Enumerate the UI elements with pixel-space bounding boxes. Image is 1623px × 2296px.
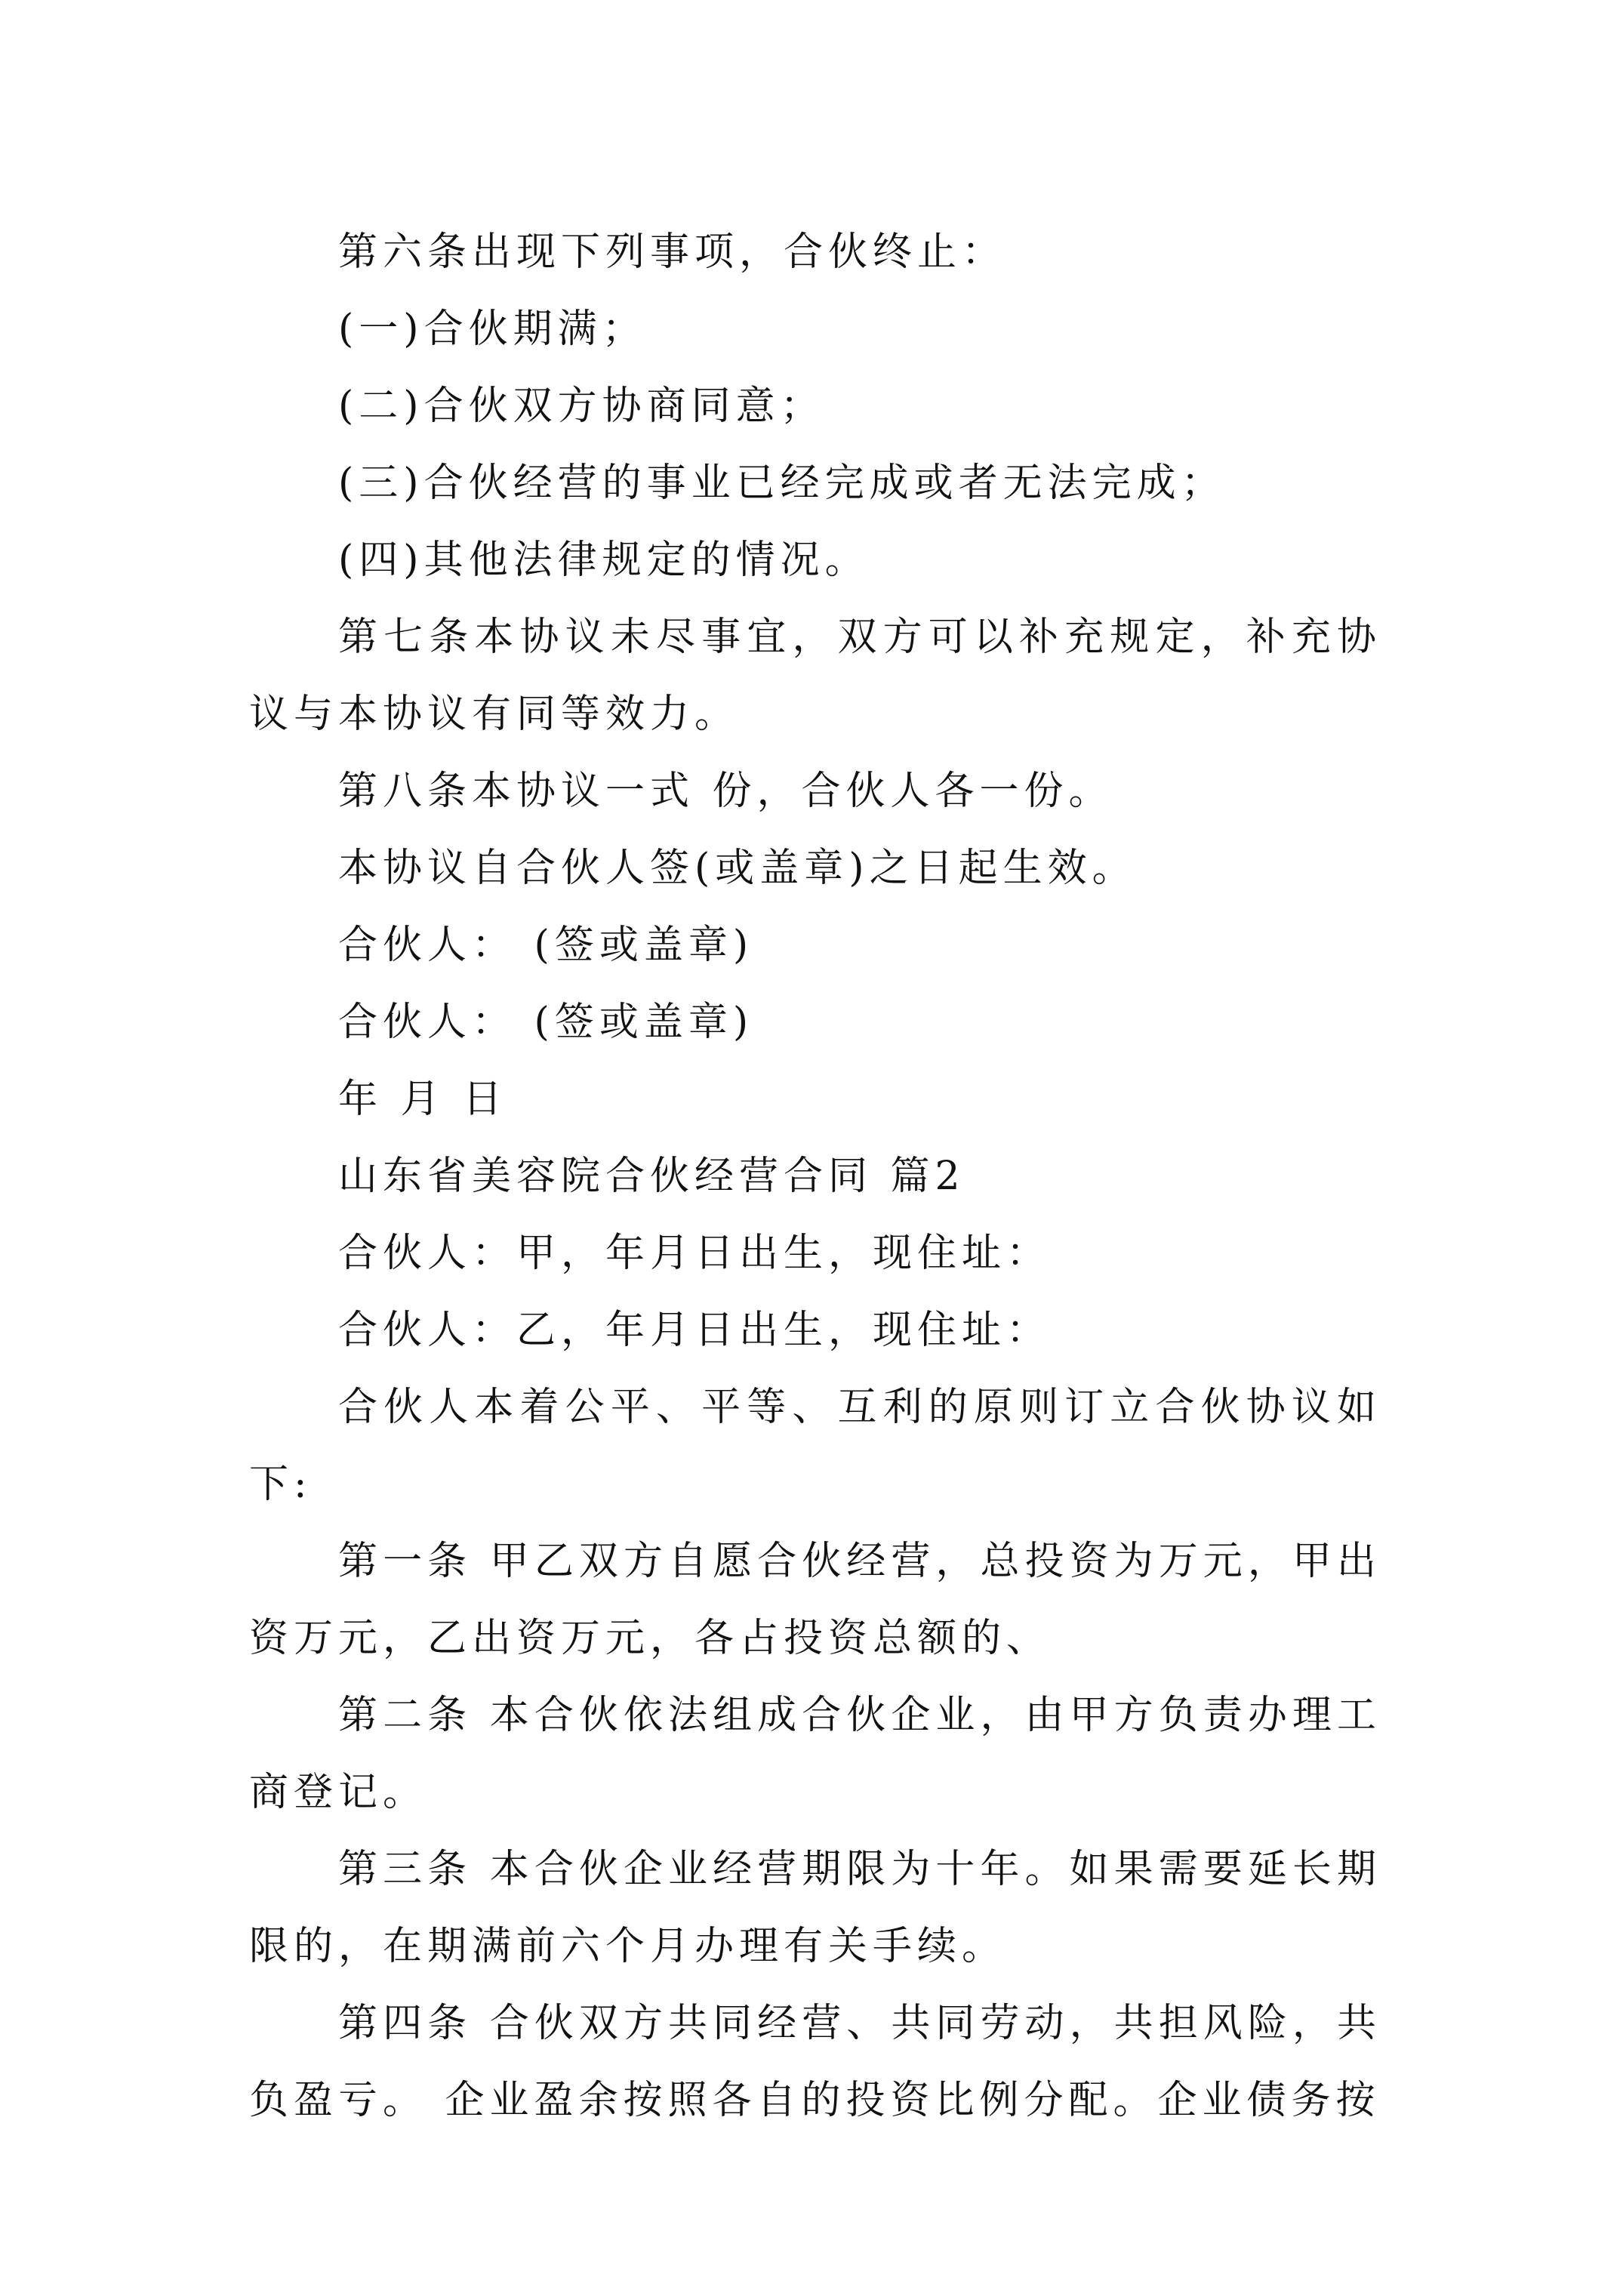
document-body [249,214,1381,2139]
signature-date: 年 月 日 [338,1077,508,1122]
article-2: 第二条 本合伙依法组成合伙企业，由甲方负责办理工商登记。 [249,1693,1381,1815]
clause-6-item-2: (二)合伙双方协商同意； [338,384,825,429]
partner-signature-1: 合伙人： (签或盖章) [338,923,754,968]
clause-6-item-1: (一)合伙期满； [338,307,647,352]
article-3: 第三条 本合伙企业经营期限为十年。如果需要延长期限的，在期满前六个月办理有关手续。 [249,1847,1381,1969]
section-title: 山东省美容院合伙经营合同 篇2 [338,1154,965,1199]
clause-7: 第七条本协议未尽事宜，双方可以补充规定，补充协议与本协议有同等效力。 [249,615,1381,737]
partner-b-info: 合伙人：乙，年月日出生，现住址： [338,1308,1052,1353]
agreement-intro: 合伙人本着公平、平等、互利的原则订立合伙协议如下: [249,1385,1381,1507]
effective-clause: 本协议自合伙人签(或盖章)之日起生效。 [338,846,1137,891]
article-1: 第一条 甲乙双方自愿合伙经营，总投资为万元，甲出资万元，乙出资万元，各占投资总额的、 [249,1539,1381,1661]
clause-8: 第八条本协议一式 份，合伙人各一份。 [338,769,1113,814]
article-4: 第四条 合伙双方共同经营、共同劳动，共担风险，共负盈亏。 企业盈余按照各自的投资比例分配。企业债务按 [249,2001,1381,2123]
partner-signature-2: 合伙人： (签或盖章) [338,1000,754,1045]
clause-6-item-3: (三)合伙经营的事业已经完成或者无法完成； [338,461,1226,506]
partner-a-info: 合伙人：甲，年月日出生，现住址： [338,1231,1052,1276]
clause-6-heading: 第六条出现下列事项，合伙终止： [338,230,1007,275]
clause-6-item-4: (四)其他法律规定的情况。 [338,538,870,583]
